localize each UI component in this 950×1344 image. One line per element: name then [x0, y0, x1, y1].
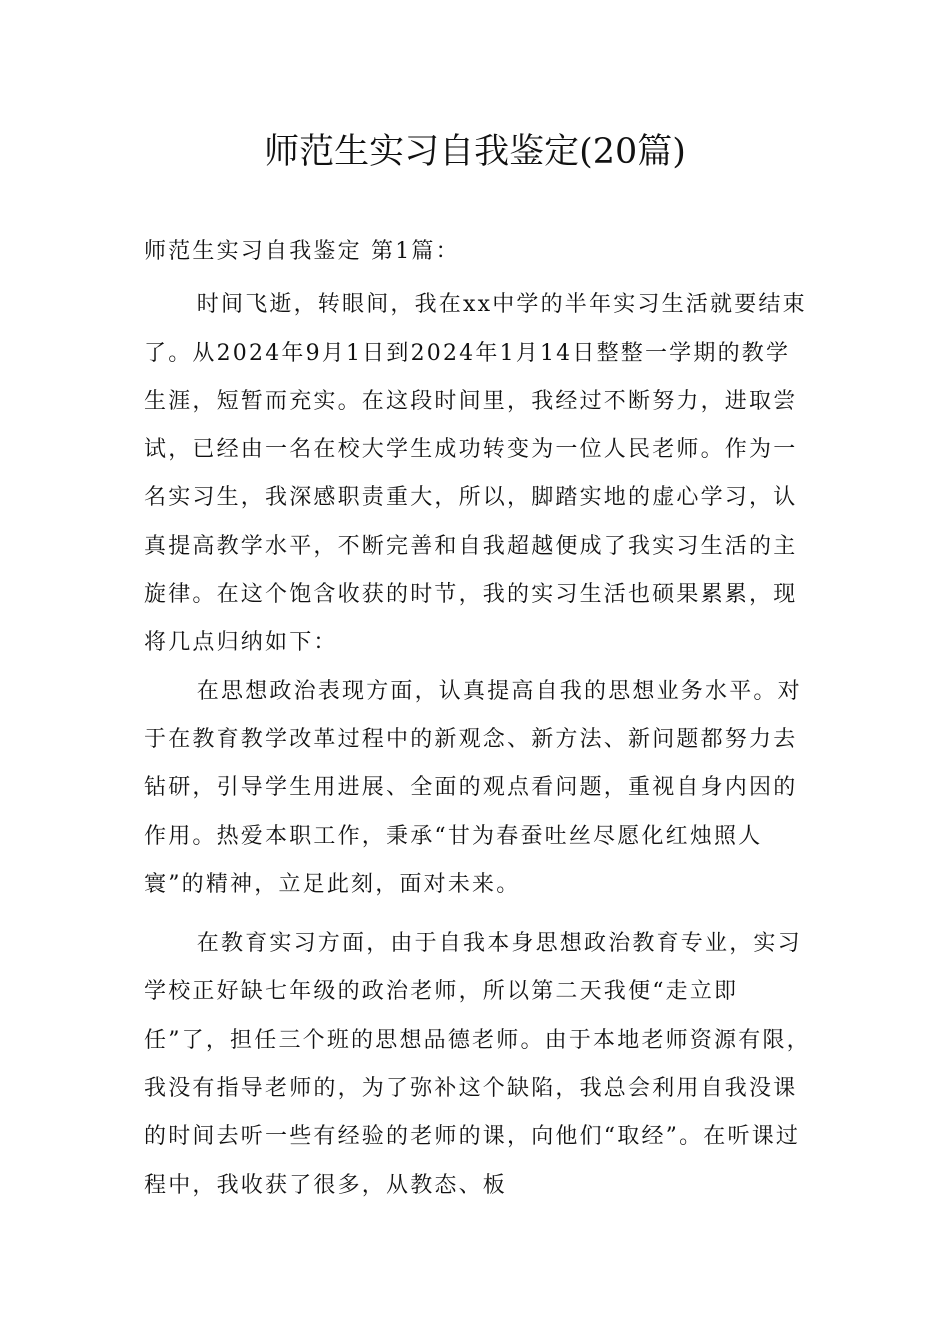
paragraph-1: 时间飞逝，转眼间，我在xx中学的半年实习生活就要结束了。从2024年9月1日到2024年1月14日整整一学期的教学生涯，短暂而充实。在这段时间里，我经过不断努力，进取尝试，已经由一名在校大学生成功转变为一位人民老师。作为一名实习生，我深感职责重大，所以，脚踏实地的虚心学习，认真提高教学水平，不断完善和自我超越便成了我实习生活的主旋律。在这个饱含收获的时节，我的实习生活也硕果累累，现将几点归纳如下：	[144, 292, 807, 656]
section-heading: 师范生实习自我鉴定 第1篇：	[144, 239, 460, 264]
paragraph-3: 在教育实习方面，由于自我本身思想政治教育专业，实习学校正好缺七年级的政治老师，所以第二天我便“走立即任”了，担任三个班的思想品德老师。由于本地老师资源有限，我没有指导老师的，为了弥补这个缺陷，我总会利用自我没课的时间去听一些有经验的老师的课，向他们“取经”。在听课过程中，我收获了很多，从教态、板	[144, 931, 811, 1198]
document-body	[144, 228, 812, 1210]
document-title: 师范生实习自我鉴定(20篇)	[264, 132, 686, 172]
paragraph-2: 在思想政治表现方面，认真提高自我的思想业务水平。对于在教育教学改革过程中的新观念、新方法、新问题都努力去钻研，引导学生用进展、全面的观点看问题，重视自身内因的作用。热爱本职工作，秉承“甘为春蚕吐丝尽愿化红烛照人寰”的精神，立足此刻，面对未来。	[144, 678, 802, 897]
